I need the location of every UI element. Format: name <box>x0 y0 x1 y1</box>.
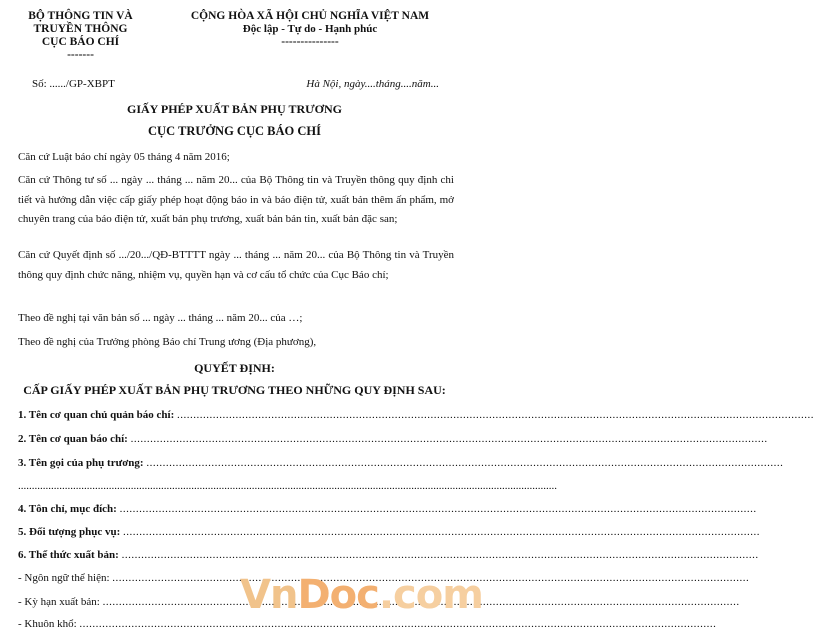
fill-dots: .................................................................................................................................................................................................... <box>146 457 784 469</box>
agency-ministry-cont: TRUYỀN THÔNG <box>33 23 128 35</box>
fill-dots: .................................................................................................................................................................................................... <box>119 503 757 515</box>
field-supplement-name <box>18 457 784 469</box>
fill-dots: .................................................................................................................................................................................................... <box>177 409 814 421</box>
agency-ministry: BỘ THÔNG TIN VÀ <box>28 10 133 22</box>
ground-proposal-document: Theo đề nghị tại văn bản số ... ngày ... tháng ... năm 20... của …; <box>18 312 303 324</box>
field-label: - Kỳ hạn xuất bản: <box>18 596 100 608</box>
field-label: - Ngôn ngữ thể hiện: <box>18 572 110 584</box>
field-purpose <box>18 503 757 515</box>
watermark-part: .com <box>378 572 483 618</box>
field-press-agency <box>18 433 768 445</box>
field-label: 1. Tên cơ quan chủ quản báo chí: <box>18 409 175 421</box>
issuing-agency <box>18 10 143 62</box>
field-audience <box>18 526 760 538</box>
ground-law: Căn cứ Luật báo chí ngày 05 tháng 4 năm 2016; <box>18 151 230 163</box>
fill-dots: .................................................................................................................................................................................................... <box>79 618 717 630</box>
field-label: 4. Tôn chỉ, mục đích: <box>18 503 117 515</box>
issuer-title: CỤC TRƯỞNG CỤC BÁO CHÍ <box>148 124 321 138</box>
fill-dots: .................................................................................................................................................................................................... <box>102 596 740 608</box>
field-label: 5. Đối tượng phục vụ: <box>18 526 121 538</box>
field-label: - Khuôn khổ: <box>18 618 77 630</box>
field-governing-body <box>18 409 814 421</box>
place-date: Hà Nội, ngày....tháng....năm... <box>306 78 439 90</box>
grant-heading: CẤP GIẤY PHÉP XUẤT BẢN PHỤ TRƯƠNG THEO NHỮNG QUY ĐỊNH SAU: <box>23 383 446 397</box>
ground-decision: Căn cứ Quyết định số .../20.../QĐ-BTTTT ngày ... tháng ... năm 20... của Bộ Thông tin và Truyền thông quy định chức năng, nhiệm vụ, quyền hạn và cơ cấu tổ chức của Cục Báo chí; <box>18 249 454 281</box>
nation-name: CỘNG HÒA XÃ HỘI CHỦ NGHĨA VIỆT NAM <box>190 10 430 22</box>
national-motto: Độc lập - Tự do - Hạnh phúc <box>242 23 378 35</box>
national-header <box>160 10 460 49</box>
field-size <box>18 618 717 630</box>
fill-dots: .................................................................................................................................................................................................... <box>112 572 750 584</box>
field-label: 2. Tên cơ quan báo chí: <box>18 433 128 445</box>
field-publication-format <box>18 549 759 561</box>
document-title: GIẤY PHÉP XUẤT BẢN PHỤ TRƯƠNG <box>126 102 342 116</box>
fill-dots: .................................................................................................................................................................................................... <box>130 433 768 445</box>
field-label: 3. Tên gọi của phụ trương: <box>18 457 144 469</box>
ground-circular: Căn cứ Thông tư số ... ngày ... tháng ... năm 20... của Bộ Thông tin và Truyền thông quy định chi tiết và hướng dẫn việc cấp giấy phép hoạt động báo in và báo điện tử, xuất bản thêm ấn phẩm, mở chuyên trang của báo điện tử, xuất bản phụ trương, xuất bản bản tin, xuất bản đặc san; <box>18 174 454 225</box>
fill-dots: .................................................................................................................................................................................................... <box>121 549 759 561</box>
ground-proposal-head: Theo đề nghị của Trưởng phòng Báo chí Trung ương (Địa phương), <box>18 336 317 348</box>
motto-rule: --------------- <box>281 36 339 48</box>
field-label: 6. Thể thức xuất bản: <box>18 549 119 561</box>
fill-dots: .................................................................................................................................................................................................... <box>123 526 760 538</box>
document-number: Số: ....../GP-XBPT <box>32 78 115 90</box>
fill-dots-line: .................................................................................................................................................................................................... <box>18 480 557 492</box>
watermark-logo <box>240 572 483 618</box>
decision-heading: QUYẾT ĐỊNH: <box>194 361 275 375</box>
watermark-part: Vn <box>240 572 298 618</box>
agency-rule: ------- <box>67 49 94 61</box>
watermark-part: Doc <box>297 572 379 618</box>
agency-department: CỤC BÁO CHÍ <box>41 36 120 48</box>
